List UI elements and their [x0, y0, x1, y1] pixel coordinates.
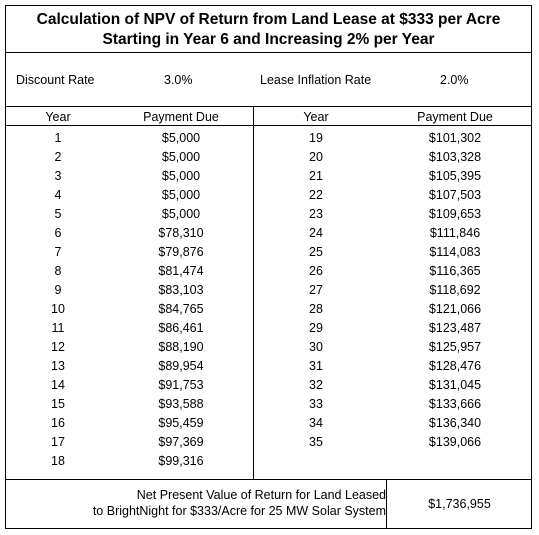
column-divider — [253, 106, 254, 479]
row-payment: $83,103 — [158, 283, 204, 297]
row-year: 12 — [51, 340, 65, 354]
right-year-header: Year — [303, 110, 329, 124]
row-payment: $97,369 — [158, 435, 204, 449]
row-payment: $118,692 — [429, 283, 481, 297]
row-year: 20 — [309, 150, 323, 164]
row-payment: $103,328 — [428, 150, 482, 164]
npv-label-line-2: to BrightNight for $333/Acre for 25 MW Solar System — [92, 504, 386, 518]
row-year: 18 — [51, 454, 65, 468]
row-year: 25 — [309, 245, 323, 259]
discount-rate-label: Discount Rate — [16, 73, 95, 87]
row-payment: $93,588 — [158, 397, 204, 411]
row-year: 23 — [309, 207, 323, 221]
row-payment: $131,045 — [428, 378, 482, 392]
title-line-2: Starting in Year 6 and Increasing 2% per Year — [102, 31, 435, 48]
row-payment: $125,957 — [428, 340, 482, 354]
row-year: 28 — [309, 302, 323, 316]
right-payment-header: Payment Due — [417, 110, 493, 124]
left-year-header: Year — [45, 110, 71, 124]
row-year: 8 — [54, 264, 62, 278]
row-year: 19 — [309, 131, 323, 145]
row-year: 14 — [51, 378, 65, 392]
row-year: 30 — [309, 340, 323, 354]
row-year: 22 — [309, 188, 323, 202]
row-year: 16 — [51, 416, 65, 430]
row-year: 27 — [309, 283, 323, 297]
row-year: 29 — [309, 321, 323, 335]
row-payment: $116,365 — [429, 264, 481, 278]
row-payment: $121,066 — [428, 302, 482, 316]
footer-divider — [6, 479, 531, 480]
row-payment: $136,340 — [428, 416, 482, 430]
row-payment: $139,066 — [428, 435, 482, 449]
row-payment: $84,765 — [158, 302, 204, 316]
row-year: 6 — [54, 226, 62, 240]
npv-value: $1,736,955 — [428, 497, 491, 511]
npv-table-frame — [5, 5, 532, 529]
row-payment: $5,000 — [161, 169, 201, 183]
row-payment: $101,302 — [428, 131, 482, 145]
header-divider — [6, 125, 531, 126]
discount-rate-value: 3.0% — [164, 73, 193, 87]
left-payment-header: Payment Due — [143, 110, 219, 124]
row-year: 1 — [54, 131, 62, 145]
row-payment: $105,395 — [428, 169, 482, 183]
row-payment: $133,666 — [428, 397, 482, 411]
row-payment: $88,190 — [158, 340, 204, 354]
row-payment: $123,487 — [428, 321, 482, 335]
inflation-rate-label: Lease Inflation Rate — [260, 73, 372, 87]
row-year: 11 — [51, 321, 65, 335]
params-divider — [6, 106, 531, 107]
row-payment: $5,000 — [161, 150, 201, 164]
row-year: 21 — [309, 169, 323, 183]
row-payment: $109,653 — [428, 207, 482, 221]
row-year: 24 — [309, 226, 323, 240]
row-year: 10 — [51, 302, 65, 316]
npv-label-line-1: Net Present Value of Return for Land Leased — [136, 488, 386, 502]
row-payment: $79,876 — [158, 245, 204, 259]
row-payment: $111,846 — [429, 226, 481, 240]
row-payment: $78,310 — [158, 226, 204, 240]
row-year: 3 — [54, 169, 62, 183]
row-payment: $81,474 — [158, 264, 204, 278]
row-year: 9 — [54, 283, 62, 297]
title-line-1: Calculation of NPV of Return from Land Lease at $333 per Acre — [36, 11, 501, 28]
row-payment: $128,476 — [428, 359, 482, 373]
row-payment: $5,000 — [161, 207, 201, 221]
row-year: 5 — [54, 207, 62, 221]
row-payment: $5,000 — [161, 131, 201, 145]
row-payment: $99,316 — [158, 454, 204, 468]
row-payment: $91,753 — [158, 378, 204, 392]
row-year: 2 — [54, 150, 62, 164]
row-payment: $5,000 — [161, 188, 201, 202]
row-year: 35 — [309, 435, 323, 449]
row-year: 26 — [309, 264, 323, 278]
row-year: 4 — [54, 188, 62, 202]
row-year: 33 — [309, 397, 323, 411]
inflation-rate-value: 2.0% — [440, 73, 469, 87]
row-year: 32 — [309, 378, 323, 392]
row-payment: $86,461 — [158, 321, 204, 335]
row-payment: $89,954 — [158, 359, 204, 373]
row-payment: $95,459 — [158, 416, 204, 430]
row-payment: $107,503 — [428, 188, 482, 202]
title-divider — [6, 52, 531, 53]
row-year: 34 — [309, 416, 323, 430]
row-year: 17 — [51, 435, 65, 449]
table-title — [6, 10, 531, 50]
npv-label — [6, 487, 386, 519]
row-year: 13 — [51, 359, 65, 373]
row-year: 31 — [309, 359, 323, 373]
row-year: 15 — [51, 397, 65, 411]
row-payment: $114,083 — [429, 245, 481, 259]
row-year: 7 — [54, 245, 62, 259]
